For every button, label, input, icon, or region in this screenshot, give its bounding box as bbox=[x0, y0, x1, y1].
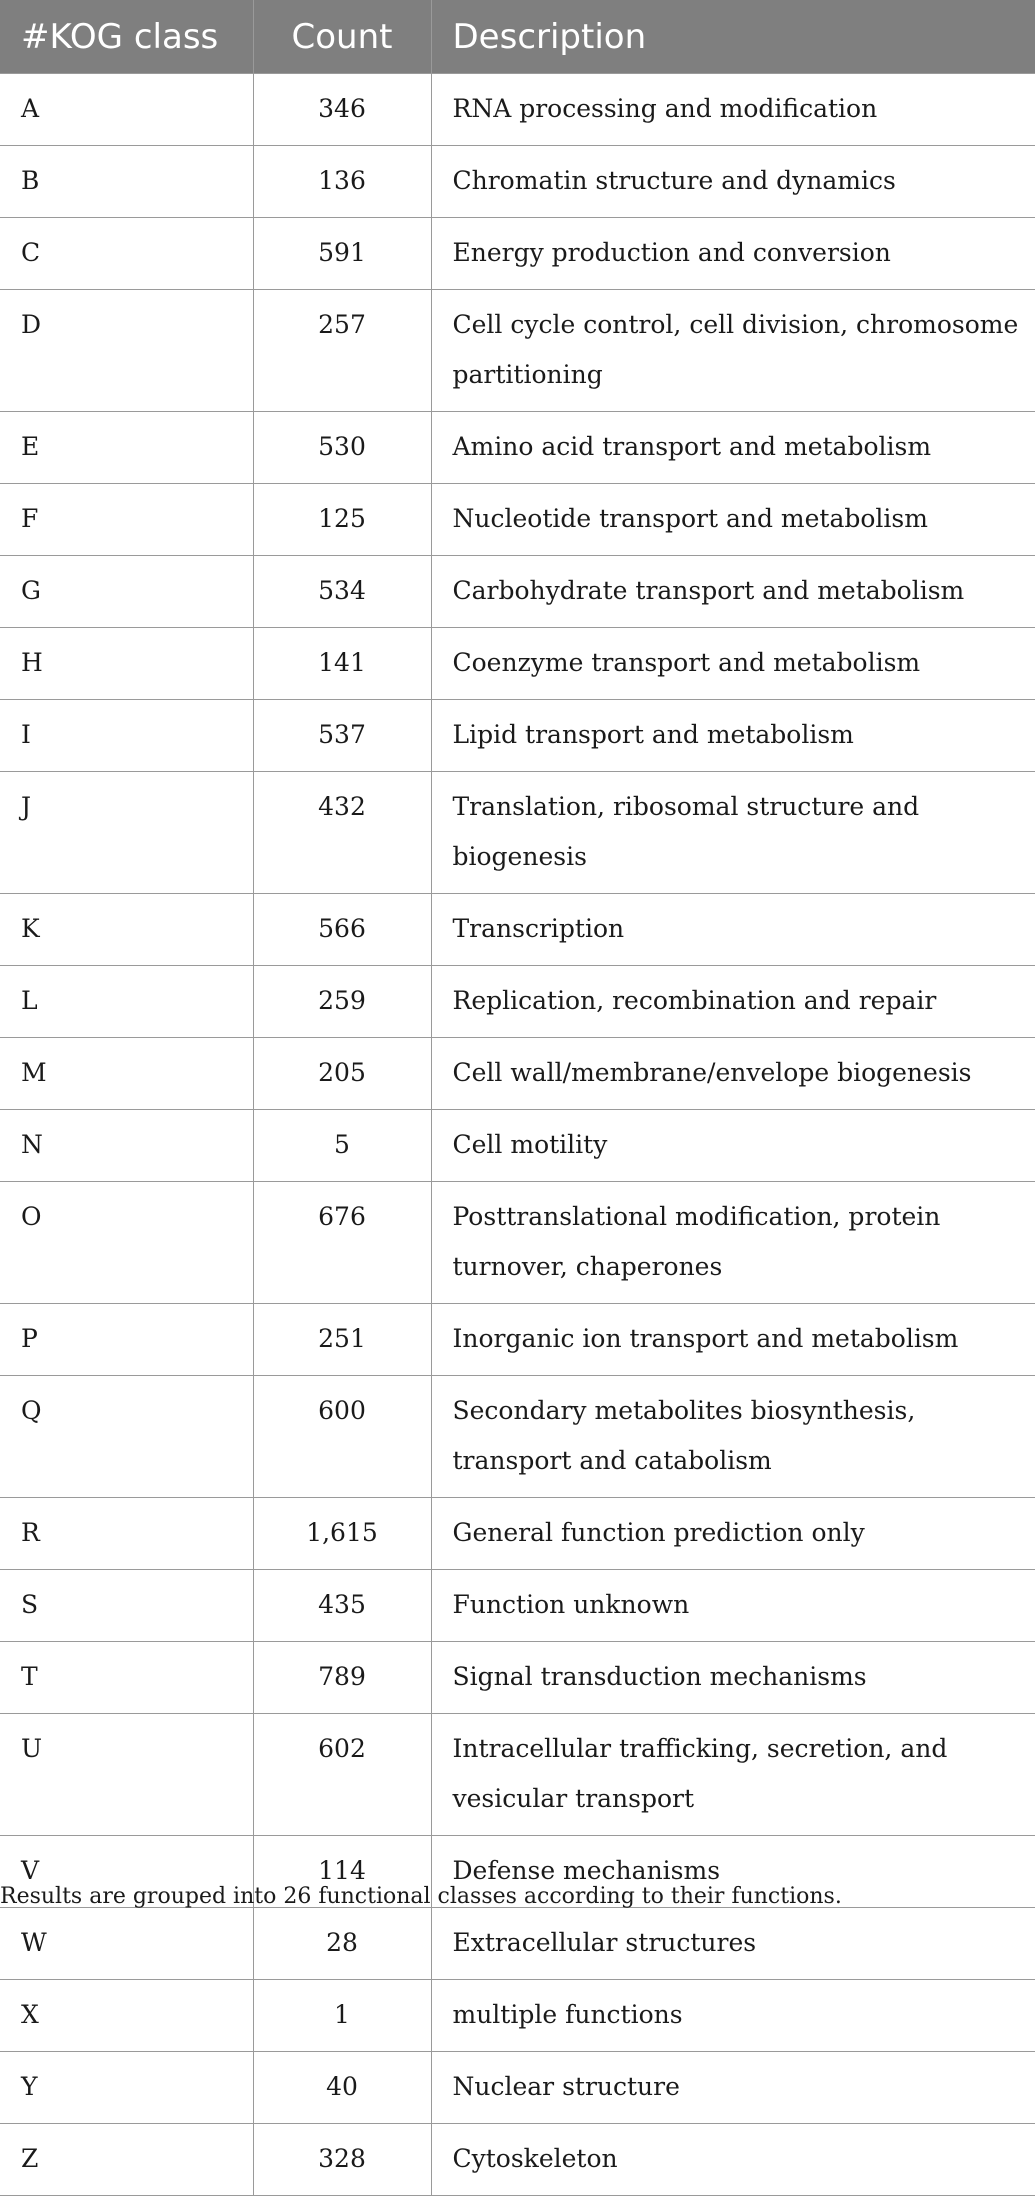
table-row bbox=[0, 1908, 1035, 1980]
cell-description: Amino acid transport and metabolism bbox=[431, 412, 1035, 484]
cell-kog-class: I bbox=[0, 700, 253, 772]
cell-description: Cell motility bbox=[431, 1110, 1035, 1182]
table-row bbox=[0, 1038, 1035, 1110]
cell-count: 5 bbox=[253, 1110, 431, 1182]
table-body bbox=[0, 74, 1035, 2196]
table-row bbox=[0, 1714, 1035, 1836]
cell-count: 435 bbox=[253, 1570, 431, 1642]
table-header-row bbox=[0, 0, 1035, 74]
cell-description: Cytoskeleton bbox=[431, 2124, 1035, 2196]
cell-kog-class: E bbox=[0, 412, 253, 484]
cell-kog-class: W bbox=[0, 1908, 253, 1980]
cell-description: Nucleotide transport and metabolism bbox=[431, 484, 1035, 556]
cell-description: Secondary metabolites biosynthesis, transport and catabolism bbox=[431, 1376, 1035, 1498]
table-row bbox=[0, 412, 1035, 484]
table-row bbox=[0, 290, 1035, 412]
cell-kog-class: B bbox=[0, 146, 253, 218]
cell-count: 534 bbox=[253, 556, 431, 628]
cell-kog-class: U bbox=[0, 1714, 253, 1836]
cell-description: General function prediction only bbox=[431, 1498, 1035, 1570]
cell-count: 328 bbox=[253, 2124, 431, 2196]
cell-count: 259 bbox=[253, 966, 431, 1038]
table-row bbox=[0, 1498, 1035, 1570]
cell-description: Inorganic ion transport and metabolism bbox=[431, 1304, 1035, 1376]
cell-kog-class: G bbox=[0, 556, 253, 628]
cell-kog-class: N bbox=[0, 1110, 253, 1182]
table-row bbox=[0, 1376, 1035, 1498]
table-row bbox=[0, 628, 1035, 700]
table-row bbox=[0, 484, 1035, 556]
cell-description: Translation, ribosomal structure and biogenesis bbox=[431, 772, 1035, 894]
cell-count: 251 bbox=[253, 1304, 431, 1376]
cell-count: 1 bbox=[253, 1980, 431, 2052]
cell-description: Posttranslational modification, protein turnover, chaperones bbox=[431, 1182, 1035, 1304]
cell-count: 346 bbox=[253, 74, 431, 146]
cell-description: Coenzyme transport and metabolism bbox=[431, 628, 1035, 700]
cell-description: Carbohydrate transport and metabolism bbox=[431, 556, 1035, 628]
cell-kog-class: V bbox=[0, 1836, 253, 1908]
table-row bbox=[0, 700, 1035, 772]
cell-kog-class: Z bbox=[0, 2124, 253, 2196]
cell-description: Chromatin structure and dynamics bbox=[431, 146, 1035, 218]
cell-count: 600 bbox=[253, 1376, 431, 1498]
cell-description: Replication, recombination and repair bbox=[431, 966, 1035, 1038]
table-row bbox=[0, 556, 1035, 628]
cell-count: 676 bbox=[253, 1182, 431, 1304]
cell-kog-class: M bbox=[0, 1038, 253, 1110]
table-row bbox=[0, 772, 1035, 894]
table-row bbox=[0, 146, 1035, 218]
table-row bbox=[0, 2052, 1035, 2124]
header-count: Count bbox=[253, 0, 431, 74]
cell-kog-class: A bbox=[0, 74, 253, 146]
cell-kog-class: S bbox=[0, 1570, 253, 1642]
cell-count: 1,615 bbox=[253, 1498, 431, 1570]
cell-count: 537 bbox=[253, 700, 431, 772]
cell-count: 205 bbox=[253, 1038, 431, 1110]
table-row bbox=[0, 894, 1035, 966]
cell-kog-class: K bbox=[0, 894, 253, 966]
cell-kog-class: J bbox=[0, 772, 253, 894]
cell-description: multiple functions bbox=[431, 1980, 1035, 2052]
cell-count: 530 bbox=[253, 412, 431, 484]
cell-count: 28 bbox=[253, 1908, 431, 1980]
cell-count: 257 bbox=[253, 290, 431, 412]
cell-kog-class: T bbox=[0, 1642, 253, 1714]
table-row bbox=[0, 1642, 1035, 1714]
table-row bbox=[0, 2124, 1035, 2196]
table-row bbox=[0, 218, 1035, 290]
cell-description: Extracellular structures bbox=[431, 1908, 1035, 1980]
header-description: Description bbox=[431, 0, 1035, 74]
table-row bbox=[0, 1570, 1035, 1642]
cell-count: 432 bbox=[253, 772, 431, 894]
cell-kog-class: Q bbox=[0, 1376, 253, 1498]
table-row bbox=[0, 74, 1035, 146]
cell-kog-class: P bbox=[0, 1304, 253, 1376]
cell-kog-class: L bbox=[0, 966, 253, 1038]
cell-description: Nuclear structure bbox=[431, 2052, 1035, 2124]
cell-kog-class: H bbox=[0, 628, 253, 700]
cell-description: Cell wall/membrane/envelope biogenesis bbox=[431, 1038, 1035, 1110]
cell-description: Function unknown bbox=[431, 1570, 1035, 1642]
cell-kog-class: C bbox=[0, 218, 253, 290]
cell-count: 136 bbox=[253, 146, 431, 218]
cell-count: 125 bbox=[253, 484, 431, 556]
cell-description: Lipid transport and metabolism bbox=[431, 700, 1035, 772]
cell-description: Intracellular trafficking, secretion, and vesicular transport bbox=[431, 1714, 1035, 1836]
cell-kog-class: O bbox=[0, 1182, 253, 1304]
cell-description: Defense mechanisms bbox=[431, 1836, 1035, 1908]
cell-kog-class: D bbox=[0, 290, 253, 412]
cell-count: 602 bbox=[253, 1714, 431, 1836]
header-kog-class: #KOG class bbox=[0, 0, 253, 74]
cell-kog-class: R bbox=[0, 1498, 253, 1570]
table-row bbox=[0, 966, 1035, 1038]
cell-description: RNA processing and modification bbox=[431, 74, 1035, 146]
cell-description: Energy production and conversion bbox=[431, 218, 1035, 290]
table-row bbox=[0, 1182, 1035, 1304]
table-row bbox=[0, 1980, 1035, 2052]
cell-kog-class: F bbox=[0, 484, 253, 556]
table-row bbox=[0, 1304, 1035, 1376]
cell-count: 40 bbox=[253, 2052, 431, 2124]
cell-kog-class: X bbox=[0, 1980, 253, 2052]
cell-description: Cell cycle control, cell division, chromosome partitioning bbox=[431, 290, 1035, 412]
cell-count: 566 bbox=[253, 894, 431, 966]
cell-description: Signal transduction mechanisms bbox=[431, 1642, 1035, 1714]
cell-count: 141 bbox=[253, 628, 431, 700]
table-row bbox=[0, 1110, 1035, 1182]
cell-kog-class: Y bbox=[0, 2052, 253, 2124]
cell-count: 789 bbox=[253, 1642, 431, 1714]
cell-count: 114 bbox=[253, 1836, 431, 1908]
cell-count: 591 bbox=[253, 218, 431, 290]
cell-description: Transcription bbox=[431, 894, 1035, 966]
table-footnote: Results are grouped into 26 functional classes according to their functions. bbox=[0, 1884, 842, 1909]
